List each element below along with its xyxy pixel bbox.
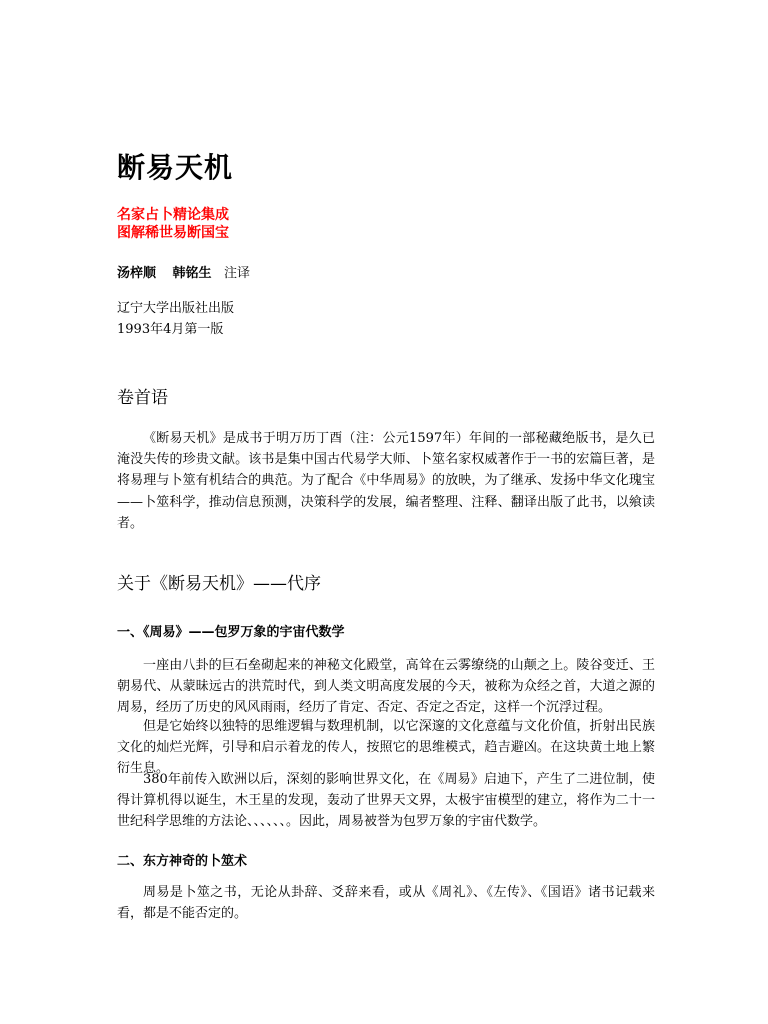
book-subtitle-line1: 名家占卜精论集成 xyxy=(117,207,229,223)
preface-paragraph: 《断易天机》是成书于明万历丁酉（注：公元1597年）年间的一部秘藏绝版书，是久已淹没失传的珍贵文献。该书是集中国古代易学大师、卜筮名家权威著作于一书的宏篇巨著，是将易理与卜筮有机结合的典范。为了配合《中华周易》的放映，为了继承、发扬中华文化瑰宝——卜筮科学，推动信息预测，决策科学的发展，编者整理、注释、翻译出版了此书，以飨读者。 xyxy=(117,431,655,531)
section1-heading: 一、《周易》——包罗万象的宇宙代数学 xyxy=(117,625,345,640)
authors-line xyxy=(117,262,250,281)
section1-paragraph-1: 一座由八卦的巨石垒砌起来的神秘文化殿堂，高耸在云雾缭绕的山颠之上。陵谷变迁、王朝易代、从蒙昧远古的洪荒时代，到人类文明高度发展的今天，被称为众经之首，大道之源的周易，经历了历史的风风雨雨，经历了肯定、否定、否定之否定，这样一个沉浮过程。 xyxy=(117,658,655,716)
author-role: 注译 xyxy=(223,266,250,281)
section2-heading: 二、东方神奇的卜筮术 xyxy=(117,854,248,869)
preface-heading: 卷首语 xyxy=(117,388,168,408)
book-subtitle-line2: 图解稀世易断国宝 xyxy=(117,225,229,241)
section1-paragraph-2: 但是它始终以独特的思维逻辑与数理机制，以它深邃的文化意蕴与文化价值，折射出民族文化的灿烂光辉，引导和启示着龙的传人，按照它的思维模式，趋吉避凶。在这块黄土地上繁衍生息。 xyxy=(117,719,655,777)
author-2: 韩铭生 xyxy=(172,266,212,281)
author-1: 汤梓顺 xyxy=(117,266,157,281)
edition: 1993年4月第一版 xyxy=(117,322,224,337)
section1-paragraph-3: 380年前传入欧洲以后，深刻的影响世界文化，在《周易》启迪下，产生了二进位制，使得计算机得以诞生，木王星的发现，轰动了世界天文界，太极宇宙模型的建立，将作为二十一世纪科学思维的方法论、、、、、、。因此，周易被誉为包罗万象的宇宙代数学。 xyxy=(117,772,655,830)
book-title: 断易天机 xyxy=(117,151,234,184)
publisher: 辽宁大学出版社出版 xyxy=(117,301,235,316)
section2-paragraph-1: 周易是卜筮之书，无论从卦辞、爻辞来看，或从《周礼》、《左传》、《国语》诸书记载来看，都是不能否定的。 xyxy=(117,885,655,922)
foreword-heading: 关于《断易天机》——代序 xyxy=(117,574,321,594)
